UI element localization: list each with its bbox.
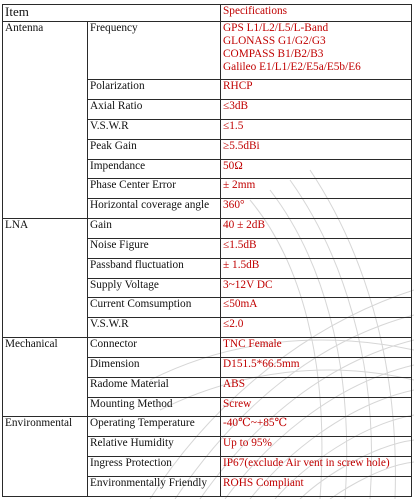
table-row — [3, 417, 412, 437]
value-cell: ≤3dB — [221, 100, 412, 120]
parameter-cell: Dimension — [88, 357, 221, 377]
parameter-cell: Environmentally Friendly — [88, 476, 221, 496]
parameter-cell: Current Comsumption — [88, 298, 221, 318]
value-cell: ≤1.5dB — [221, 238, 412, 258]
value-cell: ≤1.5 — [221, 119, 412, 139]
value-cell: ± 1.5dB — [221, 258, 412, 278]
header-item: Item — [3, 5, 221, 22]
parameter-cell: Frequency — [88, 22, 221, 80]
value-cell: ≤50mA — [221, 298, 412, 318]
table-row — [3, 338, 412, 358]
value-cell: RHCP — [221, 80, 412, 100]
parameter-cell: Impendance — [88, 159, 221, 179]
value-line: COMPASS B1/B2/B3 — [223, 48, 324, 61]
parameter-cell: Mounting Method — [88, 397, 221, 417]
parameter-cell: V.S.W.R — [88, 119, 221, 139]
value-cell: 3~12V DC — [221, 278, 412, 298]
table-header-row — [3, 5, 412, 22]
value-line: GPS L1/L2/L5/L-Band — [223, 22, 329, 35]
parameter-cell: Peak Gain — [88, 139, 221, 159]
parameter-cell: Supply Voltage — [88, 278, 221, 298]
value-cell — [221, 22, 412, 80]
parameter-cell: Gain — [88, 219, 221, 239]
parameter-cell: Relative Humidity — [88, 437, 221, 457]
value-cell: Screw — [221, 397, 412, 417]
value-cell: 50Ω — [221, 159, 412, 179]
value-cell: ± 2mm — [221, 179, 412, 199]
value-cell: ≥5.5dBi — [221, 139, 412, 159]
value-cell: IP67(exclude Air vent in screw hole) — [221, 457, 412, 477]
table-row — [3, 22, 412, 80]
value-cell: TNC Female — [221, 338, 412, 358]
parameter-cell: Operating Temperature — [88, 417, 221, 437]
value-cell: -40℃~+85℃ — [221, 417, 412, 437]
category-cell: Environmental — [3, 417, 88, 497]
parameter-cell: Connector — [88, 338, 221, 358]
parameter-cell: Ingress Protection — [88, 457, 221, 477]
category-cell: Antenna — [3, 22, 88, 219]
value-cell: ≤2.0 — [221, 318, 412, 338]
parameter-cell: V.S.W.R — [88, 318, 221, 338]
value-line: GLONASS G1/G2/G3 — [223, 35, 326, 48]
value-cell: 40 ± 2dB — [221, 219, 412, 239]
value-cell: ROHS Compliant — [221, 476, 412, 496]
header-specifications: Specifications — [221, 5, 412, 22]
parameter-cell: Noise Figure — [88, 238, 221, 258]
parameter-cell: Phase Center Error — [88, 179, 221, 199]
category-cell: Mechanical — [3, 338, 88, 417]
parameter-cell: Horizontal coverage angle — [88, 199, 221, 219]
value-cell: ABS — [221, 377, 412, 397]
parameter-cell: Passband fluctuation — [88, 258, 221, 278]
parameter-cell: Radome Material — [88, 377, 221, 397]
parameter-cell: Axial Ratio — [88, 100, 221, 120]
table-row — [3, 219, 412, 239]
value-line: Galileo E1/L1/E2/E5a/E5b/E6 — [223, 61, 361, 74]
category-cell: LNA — [3, 219, 88, 338]
value-cell: D151.5*66.5mm — [221, 357, 412, 377]
value-cell: 360° — [221, 199, 412, 219]
parameter-cell: Polarization — [88, 80, 221, 100]
specification-table — [2, 4, 412, 497]
value-cell: Up to 95% — [221, 437, 412, 457]
